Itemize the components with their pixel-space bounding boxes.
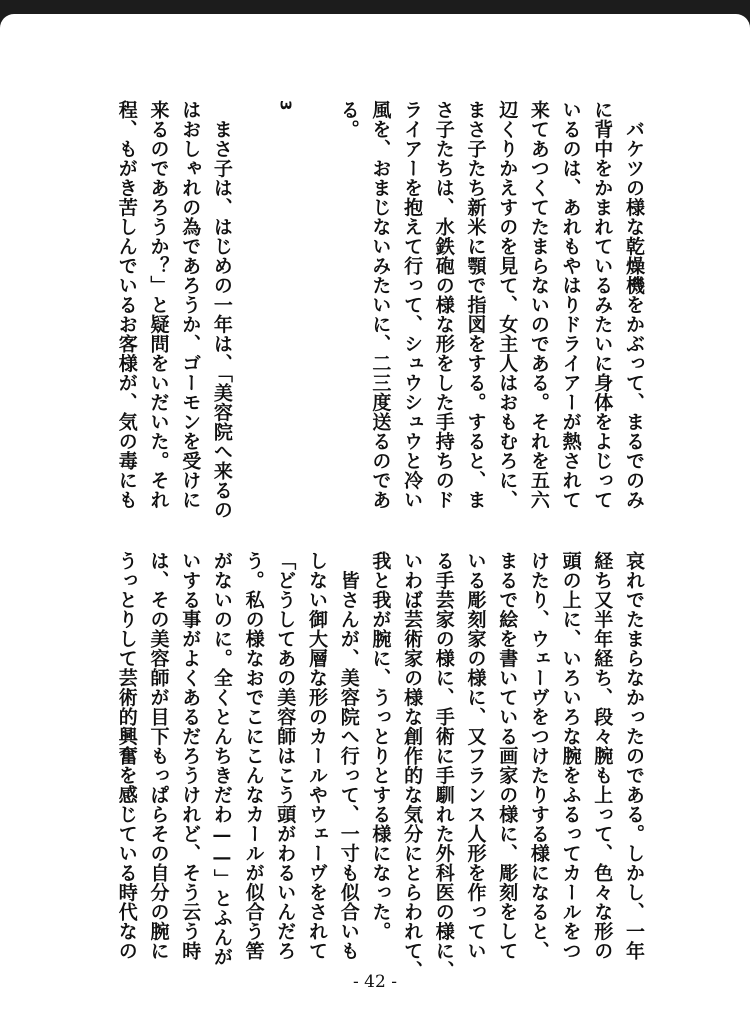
text-column: 哀れでたまらなかったのである。しかし、一年 <box>623 551 645 961</box>
text-column: いする事がよくあるだろうけれど、そう云う時 <box>179 551 202 961</box>
text-column: うっとりして芸術的興奮を感じている時代なの <box>115 551 138 961</box>
text-column: いる彫刻家の様に、又フランス人形を作ってい <box>464 551 487 961</box>
text-column: る手芸家の様に、手術に手馴れた外科医の様に、 <box>432 551 455 980</box>
text-column: 「どうしてあの美容師はこう頭がわるいんだろ <box>274 551 297 961</box>
text-column: ライアーを抱えて行って、シュウシュウと冷い <box>401 100 424 510</box>
text-column: 程、もがき苦しんでいるお客様が、気の毒にも <box>115 100 138 510</box>
text-column: は、その美容師が目下もっぱらその自分の腕に <box>147 551 170 961</box>
text-column: がないのに。全くとんちきだわ——」とふんが <box>210 551 233 967</box>
text-column: 来るのであろうか？」と疑問をいだいた。それ <box>147 100 170 510</box>
text-column: う。私の様なおでこにこんなカールが似合う筈 <box>242 551 265 961</box>
text-column: バケツの様な乾燥機をかぶって、まるでのみ <box>623 100 645 510</box>
section-number: 3 <box>276 100 295 111</box>
text-column: はおしゃれの為であろうか、ゴーモンを受けに <box>179 100 202 510</box>
text-column: まるで絵を書いている画家の様に、彫刻をして <box>496 551 519 961</box>
text-column: 辺くりかえすのを見て、女主人はおもむろに、 <box>496 100 519 510</box>
text-column: る。 <box>337 100 360 139</box>
document-page <box>0 14 750 1017</box>
text-column: さ子たちは、水鉄砲の様な形をした手持ちのド <box>432 100 455 510</box>
text-column: 経ち又半年経ち、段々腕も上って、色々な形の <box>591 551 614 961</box>
text-column: いわば芸術家の様な創作的な気分にとらわれて、 <box>401 551 424 980</box>
text-column: 我と我が腕に、うっとりとする様になった。 <box>369 551 392 941</box>
text-column: けたり、ウェーヴをつけたりする様になると、 <box>527 551 550 961</box>
text-column: 来てあつくてたまらないのである。それを五六 <box>527 100 550 510</box>
page-number: - 42 - <box>353 972 397 992</box>
text-column: まさ子は、はじめの一年は、「美容院へ来るの <box>210 100 233 520</box>
text-column: しない御大層な形のカールやウェーヴをされて <box>306 551 328 961</box>
text-column: いるのは、あれもやはりドライアーが熱されて <box>559 100 582 510</box>
text-column: に背中をかまれているみたいに身体をよじって <box>591 100 614 510</box>
text-column: 風を、おまじないみたいに、二三度送るのであ <box>369 100 392 510</box>
text-column: 頭の上に、いろいろな腕をふるってカールをつ <box>559 551 582 961</box>
text-column: 皆さんが、美容院へ行って、一寸も似合いも <box>337 551 360 961</box>
text-column: まさ子たち新米に顎で指図をする。すると、ま <box>464 100 487 510</box>
